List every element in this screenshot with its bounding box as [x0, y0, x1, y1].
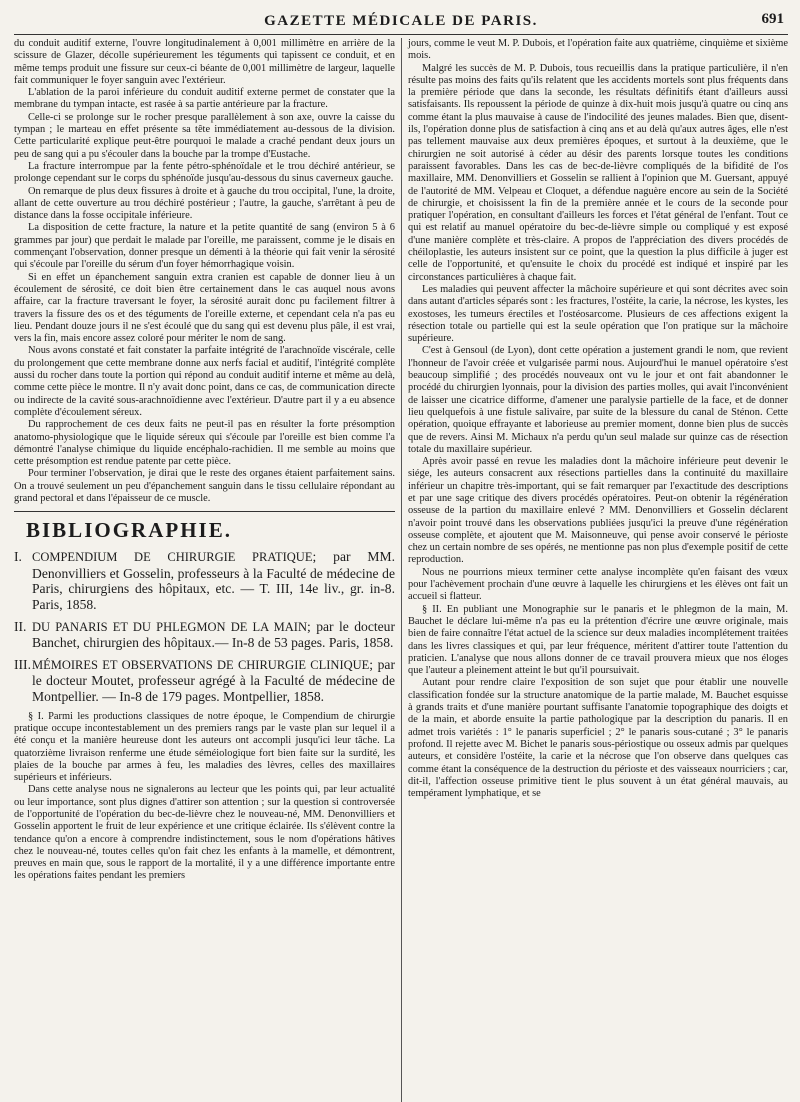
paragraph: C'est à Gensoul (de Lyon), dont cette opération a justement grandi le nom, que revient l'honneur de l'avoir créée et vulgarisée parmi nous. Aujourd'hui le manuel opératoire s'est beaucoup simplifié ; des procédés nouveaux ont vu le jour et ont fait abandonner le procédé du chirurgien lyonnais, pour la division des parties molles, qui avait l'inconvénient de laisser une cicatrice difforme, d'amener une paralysie partielle de la face, et de donner lieu quelquefois à une fistule salivaire, par suite de la blessure du canal de Sténon. Cette opération, quoique effrayante et laborieuse au premier moment, donne bien plus de succès que de revers. Ainsi M. Michaux n'a perdu qu'un seul malade sur quinze cas de résection totale du maxillaire supérieur. — [408, 345, 788, 455]
paragraph: La disposition de cette fracture, la nature et la petite quantité de sang (environ 5 à 6 grammes par jour) que perdait le malade par l'oreille, me paraissent, comme je le disais en commençant l'observation, donner presque un démenti à la théorie qui fait venir la sérosité qui s'écoule par l'oreille du sérum d'un foyer hémorrhagique voisin. — [14, 222, 395, 271]
paragraph: Pour terminer l'observation, je dirai que le reste des organes étaient parfaitement sains. On a trouvé seulement un peu d'épanchement sanguin dans le tissu cellulaire répondant au grand pectoral et dans l'épaisseur de ce muscle. — [14, 468, 395, 504]
paragraph: La fracture interrompue par la fente pétro-sphénoïdale et le trou déchiré antérieur, se prolonge cependant sur le corps du sphénoïde jusqu'au-dessous du sinus caverneux gauche. — [14, 160, 395, 185]
page-number: 691 — [761, 11, 784, 27]
bibliography-entry — [14, 619, 395, 651]
entry-title: COMPENDIUM DE CHIRURGIE PRATIQUE — [32, 550, 313, 565]
paragraph: § I. Parmi les productions classiques de notre époque, le Compendium de chirurgie pratique occupe incontestablement un des premiers rangs par le vaste plan sur lequel il a été conçu et la manière heureuse dont les auteurs ont accompli jusqu'ici leur tâche. La quatorzième livraison renferme une étude séméiologique fort bien faite sur la surdité, les plaies de la bouche par armes à feu, les maladies des lèvres, celles des maxillaires supérieurs et inférieurs. — [14, 710, 395, 784]
text-columns — [14, 38, 788, 1102]
paragraph: Nous avons constaté et fait constater la parfaite intégrité de l'arachnoïde viscérale, celle du prolongement que cette membrane donne aux nerfs facial et auditif, l'intégrité complète aussi du rocher dans toute la portion qui répond au conduit auditif interne et même au delà, comme cette pièce le montre. Il n'y avait donc point, dans ce cas, de communication directe ou indirecte de la cavité sous-arachnoïdienne avec l'extérieur. D'autre part il y a eu absence complète d'écoulement séreux. — [14, 345, 395, 418]
left-column — [14, 38, 401, 1102]
right-column — [401, 38, 788, 1102]
paragraph: Malgré les succès de M. P. Dubois, tous recueillis dans la pratique particulière, il n'en résulte pas moins des faits qu'ils relatent que les accidents mortels sont plus fréquents dans la première période que dans la seconde, les résultats définitifs étant d'ailleurs aussi satisfaisants. Ils repoussent la période de quinze à dix-huit mois jusqu'à quatre ou cinq ans comme étant la plus mauvaise à cause de l'indocilité des jeunes malades. Bien que, disent-ils, l'opération donne plus de satisfaction à cinq ans et au delà qu'aux autres âges, elle n'est pas tellement mauvaise aux deux premières époques, et surtout à la deuxième, que le chirurgien ne soit autorisé à céder au désir des parents lorsque toutes les conditions paraissent favorables. Dans les cas de bec-de-lièvre compliqués de la bifidité de l'os maxillaire, MM. Denonvilliers et Gosselin se rallient à l'opinion que M. Guersant, appuyé de l'autorité de MM. Velpeau et Cloquet, a défendue naguère encore au sein de la Société de chirurgie, et choisissent la fin de la première année et le cours de la seconde pour pratiquer l'opération, en consultant d'ailleurs les forces et l'état général de l'enfant. Tout ce qui est relatif au manuel opératoire du bec-de-lièvre simple ou compliqué y est exposé d'une manière complète et très-claire. A propos de l'appréciation des divers procédés de chéiloplastie, les auteurs insistent sur ce point, que la question la plus difficile à juger est celle de l'opportunité, et qu'ensuite le choix du procédé est indiqué et inspiré par les circonstances particulières à chaque fait. — [408, 62, 788, 283]
section-divider — [14, 511, 395, 512]
entry-number: I. — [14, 549, 22, 565]
entry-text — [32, 549, 395, 612]
paragraph: Les maladies qui peuvent affecter la mâchoire supérieure et qui sont décrites avec soin dans autant d'articles séparés sont : les fractures, l'ostéite, la carie, la nécrose, les kystes, les exostoses, les tumeurs érectiles et l'ostéosarcome. Plusieurs de ces affections exigent la résection totale ou partielle qui est la seule opération que l'on pratique sur la mâchoire supérieure. — [408, 283, 788, 345]
entry-details: ; par le docteur Moutet, professeur agrégé à la Faculté de médecine de Montpellier. — In-8 de 179 pages. Montpellier, 1858. — [32, 656, 395, 705]
bibliography-entry — [14, 549, 395, 612]
journal-title: GAZETTE MÉDICALE DE PARIS. — [264, 12, 538, 29]
entry-title: DU PANARIS ET DU PHLEGMON DE LA MAIN — [32, 619, 307, 634]
entry-details: ; par le docteur Banchet, chirurgien des hôpitaux.— In-8 de 53 pages. Paris, 1858. — [32, 618, 395, 651]
entry-text — [32, 619, 395, 651]
paragraph: Autant pour rendre claire l'exposition de son sujet que pour établir une nouvelle classification fondée sur la structure anatomique de la partie malade, M. Bauchet esquisse à grands traits et d'une manière pourtant suffisante l'anatomie topographique des doigts et de la main, et aborde ensuite la partie pathologique par la description du panaris. Il en admet trois variétés : 1° le panaris superficiel ; 2° le panaris sous-cutané ; 3° le panaris profond. Il rejette avec M. Bichet le panaris sous-périostique ou osseux admis par quelques auteurs, et considère l'ostéite, la carie et la nécrose que l'on observe dans quelques cas comme étant la conséquence de la destruction du périoste et des vaisseaux nourriciers ; car, dit-il, l'affection osseuse primitive tient le plus souvent à un état général mauvais, au tempérament lymphatique, et se — [408, 677, 788, 800]
paragraph: Dans cette analyse nous ne signalerons au lecteur que les points qui, par leur actualité ou leur importance, sont plus dignes d'attirer son attention ; sur la question si controversée de l'opportunité de l'opération du bec-de-lièvre chez le nouveau-né, MM. Denonvilliers et Gosselin apportent le fruit de leur expérience et une critique éclairée. Ils s'élèvent contre la tendance qu'on a encore à comprendre indistinctement, sous le nom d'opérations hâtives chez le nouveau-né, toutes celles qu'on fait chez les enfants à la mamelle, et démontrent, preuves en main que, sous le rapport de la mortalité, il y a une différence importante entre les opérations faites pendant les premiers — [14, 784, 395, 882]
paragraph: § II. En publiant une Monographie sur le panaris et le phlegmon de la main, M. Bauchet le déclare lui-même n'a pas eu la prétention d'écrire une œuvre originale, mais bien de faire connaître l'état actuel de la science sur deux maladies incomplétement traitées dans les livres classiques et qui, par leur fréquence, méritent d'attirer toute l'attention du praticien. L'analyse que nous allons donner de ce travail prouvera mieux que nos éloges que l'auteur a pleinement atteint le but qu'il poursuivait. — [408, 603, 788, 677]
bibliography-entry — [14, 657, 395, 705]
paragraph: Après avoir passé en revue les maladies dont la mâchoire inférieure peut devenir le siége, les auteurs consacrent aux résections partielles dans la continuité du maxillaire inférieur un chapitre très-important, qui se fait remarquer par l'exactitude des descriptions et par une sage critique des divers procédés opératoires. Peut-on obtenir la régénération osseuse de la partion du maxillaire enlevé ? MM. Denonvilliers et Gosselin déclarent n'avoir point trouvé dans les observations publiées jusqu'ici la preuve d'une régénération osseuse complète, et ajoutent que M. Maisonneuve, qui pense avoir conservé le périoste chez un certain nombre de ses opérés, ne mentionne pas non plus d'exemple positif de cette reproduction. — [408, 456, 788, 566]
bibliography-heading: BIBLIOGRAPHIE. — [26, 518, 232, 543]
entry-number: III. — [14, 656, 31, 672]
paragraph: L'ablation de la paroi inférieure du conduit auditif externe permet de constater que la membrane du tympan intacte, est rasée à sa partie antérieure par la fracture. — [14, 87, 395, 111]
paragraph: du conduit auditif externe, l'ouvre longitudinalement à 0,001 millimètre en arrière de la scissure de Glazer, décolle supérieurement les téguments qui tapissent ce conduit, et en même temps produit une fissure sur ceux-ci béante de 0,001 millimètre de largeur, laquelle fait communiquer le foyer sanguin avec l'extérieur. — [14, 38, 395, 86]
paragraph: Celle-ci se prolonge sur le rocher presque parallèlement à son axe, ouvre la caisse du tympan ; le marteau en effet présente sa tête immédiatement au-dessous de la division. Cette particularité explique peut-être pourquoi le malade a craché pendant deux jours un peu de sang qui a pu s'écouler dans la bouche par la trompe d'Eustache. — [14, 111, 395, 160]
paragraph: Nous ne pourrions mieux terminer cette analyse incomplète qu'en faisant des vœux pour l'achèvement prochain d'une œuvre à laquelle les chirurgiens et les élèves ont fait un accueil si flatteur. — [408, 566, 788, 603]
page-header — [14, 8, 788, 35]
paragraph: jours, comme le veut M. P. Dubois, et l'opération faite aux quatrième, cinquième et sixième mois. — [408, 38, 788, 62]
paragraph: Du rapprochement de ces deux faits ne peut-il pas en résulter la forte présomption anatomo-physiologique que le liquide séreux qui s'écoule par l'oreille est bien comme l'a démontré l'analyse chimique du liquide encéphalo-rachidien. Il me semble au moins que cette présomption est rendue patente par cette pièce. — [14, 419, 395, 468]
entry-title: MÉMOIRES ET OBSERVATIONS DE CHIRURGIE CLINIQUE — [32, 657, 370, 672]
paragraph: Si en effet un épanchement sanguin extra cranien est capable de donner lieu à un écoulement de sérosité, ce doit bien être certainement dans le cas auquel nous avons affaire, car la fracture traversant le foyer, la sérosité aurait donc pu facilement filtrer à travers la fissure des os et des téguments de l'oreille externe, et cependant cela n'a pas eu lieu. Pendant douze jours il ne s'est écoulé que du sang qui est devenu plus pâle, il est vrai, vers la fin, mais encore assez coloré pour mériter le nom de sang. — [14, 271, 395, 345]
review-text — [14, 711, 395, 883]
paragraph: On remarque de plus deux fissures à droite et à gauche du trou occipital, l'une, la droite, allant de cette ouverture au trou déchiré postérieur ; l'autre, la gauche, s'arrêtant à peu de distance dans la fosse occipitale inférieure. — [14, 185, 395, 222]
entry-number: II. — [14, 618, 27, 634]
entry-text — [32, 657, 395, 705]
entry-details: ; par MM. Denonvilliers et Gosselin, professeurs à la Faculté de médecine de Paris, chirurgiens des hôpitaux, etc. — T. III, 14e liv., gr. in-8. Paris, 1858. — [32, 549, 395, 613]
